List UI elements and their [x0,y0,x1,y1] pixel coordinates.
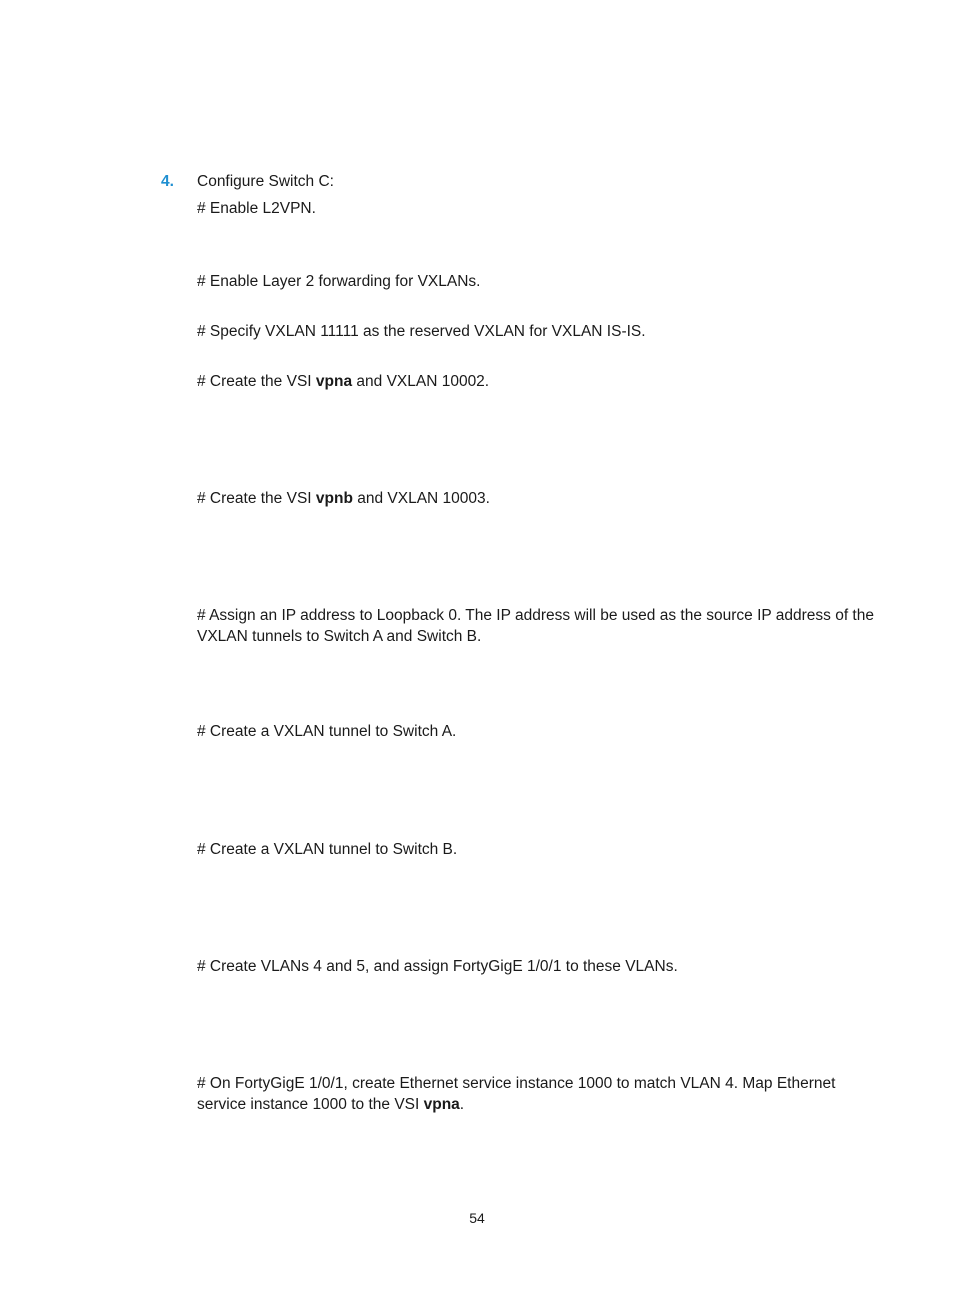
comment-enable-l2vpn: # Enable L2VPN. [197,200,316,217]
service-instance-prefix: # On FortyGigE 1/0/1, create Ethernet service instance 1000 to match VLAN 4. Map Ethernet service instance 1000 to the VSI [197,1075,836,1113]
comment-service-instance [197,1073,877,1115]
comment-tunnel-switch-a: # Create a VXLAN tunnel to Switch A. [197,723,457,740]
comment-tunnel-switch-b: # Create a VXLAN tunnel to Switch B. [197,841,458,858]
service-instance-suffix: . [459,1096,465,1113]
vsi-vpna-name: vpna [315,373,353,390]
comment-create-vlans: # Create VLANs 4 and 5, and assign FortyGigE 1/0/1 to these VLANs. [197,958,678,975]
comment-l2-forwarding: # Enable Layer 2 forwarding for VXLANs. [197,273,481,290]
vsi-vpnb-suffix: and VXLAN 10003. [352,490,490,507]
comment-create-vsi-vpnb [197,488,490,509]
comment-reserved-vxlan: # Specify VXLAN 11111 as the reserved VXLAN for VXLAN IS-IS. [197,323,646,340]
vsi-vpna-suffix: and VXLAN 10002. [352,373,490,390]
step-number: 4. [161,173,174,190]
vsi-vpnb-prefix: # Create the VSI [197,490,316,507]
comment-create-vsi-vpna [197,371,489,392]
page-number: 54 [469,1210,485,1226]
service-instance-vsi-name: vpna [423,1096,460,1113]
comment-loopback-address: # Assign an IP address to Loopback 0. The IP address will be used as the source IP address of the VXLAN tunnels to Switch A and Switch B. [197,607,874,645]
vsi-vpna-prefix: # Create the VSI [197,373,316,390]
step-title: Configure Switch C: [197,173,334,190]
vsi-vpnb-name: vpnb [315,490,353,507]
